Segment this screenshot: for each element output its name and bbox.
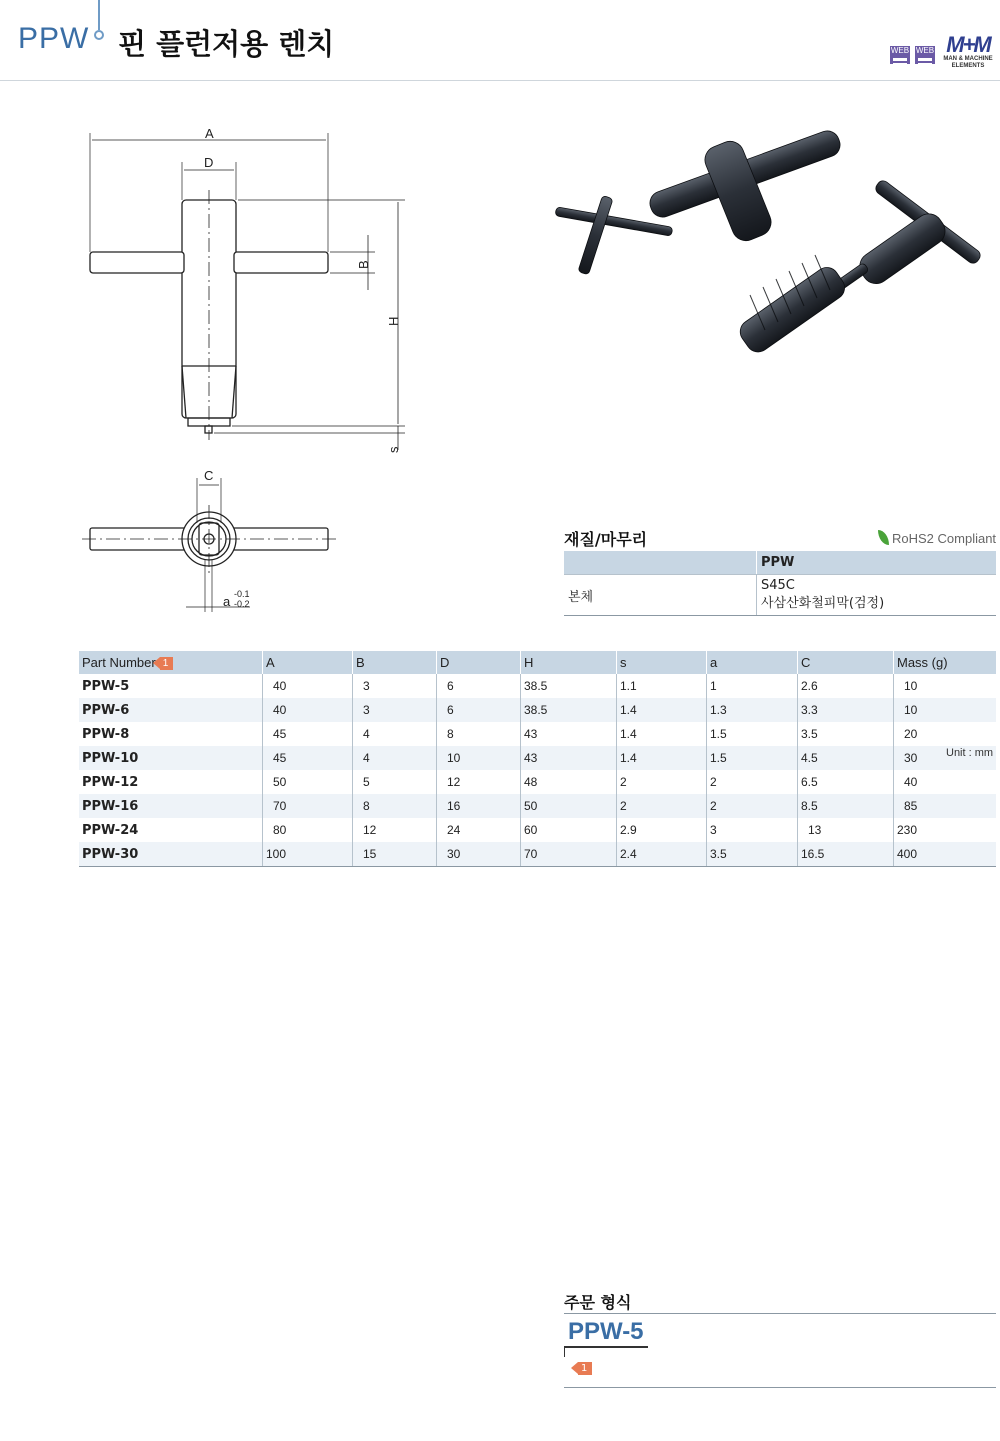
spec-cell: 100 xyxy=(263,842,353,867)
col-header: D xyxy=(437,651,521,674)
col-header: s xyxy=(617,651,707,674)
brand-logo: M+M MAN & MACHINE ELEMENTS xyxy=(943,32,993,69)
spec-cell: 3.3 xyxy=(798,698,894,722)
divider xyxy=(564,1313,996,1314)
material-section-title: 재질/마무리 xyxy=(564,530,648,549)
spec-cell: 8.5 xyxy=(798,794,894,818)
product-code: PPW xyxy=(18,22,90,55)
spec-cell: 3.5 xyxy=(798,722,894,746)
col-header: A xyxy=(263,651,353,674)
rohs-badge: RoHS2 Compliant xyxy=(878,530,996,546)
spec-cell: 2.6 xyxy=(798,674,894,698)
spec-cell: 2 xyxy=(707,794,798,818)
part-number-cell[interactable]: PPW-24 xyxy=(82,822,139,838)
spec-cell: 60 xyxy=(521,818,617,842)
spec-cell: 3 xyxy=(353,674,437,698)
spec-cell: 80 xyxy=(263,818,353,842)
tolerance-lower: -0.2 xyxy=(234,599,250,609)
spec-cell: 43 xyxy=(521,746,617,770)
spec-cell: 45 xyxy=(263,722,353,746)
spec-cell: 50 xyxy=(263,770,353,794)
col-header: B xyxy=(353,651,437,674)
spec-cell: 2 xyxy=(617,794,707,818)
spec-cell: 38.5 xyxy=(521,698,617,722)
spec-cell: 30 xyxy=(437,842,521,867)
spec-cell: 70 xyxy=(521,842,617,867)
spec-cell: 20 xyxy=(894,722,997,746)
spec-cell: 38.5 xyxy=(521,674,617,698)
spec-cell: 3 xyxy=(707,818,798,842)
header-marker-dot xyxy=(94,30,104,40)
web-badge-icon[interactable]: WEB xyxy=(915,46,935,64)
spec-cell: 16.5 xyxy=(798,842,894,867)
spec-cell: 16 xyxy=(437,794,521,818)
spec-cell: 8 xyxy=(353,794,437,818)
table-row xyxy=(79,842,996,867)
table-row xyxy=(79,746,996,770)
order-example-code: PPW-5 xyxy=(568,1318,644,1345)
spec-cell: 85 xyxy=(894,794,997,818)
col-header: Mass (g) xyxy=(894,651,997,674)
order-underline xyxy=(564,1346,648,1348)
dim-label-h: H xyxy=(386,316,401,326)
spec-cell: 50 xyxy=(521,794,617,818)
spec-cell: 1.5 xyxy=(707,746,798,770)
spec-cell: 48 xyxy=(521,770,617,794)
spec-cell: 45 xyxy=(263,746,353,770)
dim-label-c: C xyxy=(204,468,214,483)
spec-cell: 70 xyxy=(263,794,353,818)
order-pointer xyxy=(564,1347,565,1357)
part-number-cell[interactable]: PPW-30 xyxy=(79,842,263,867)
material-value: S45C xyxy=(761,578,795,593)
product-photo xyxy=(550,115,995,390)
flag-marker: 1 xyxy=(160,657,174,670)
part-number-cell[interactable]: PPW-8 xyxy=(82,726,130,742)
table-row xyxy=(79,794,996,818)
spec-cell: 4 xyxy=(353,722,437,746)
dim-label-a: A xyxy=(205,126,214,141)
spec-cell: 6 xyxy=(437,698,521,722)
spec-cell: 40 xyxy=(263,698,353,722)
technical-drawing xyxy=(0,100,540,620)
spec-cell: 400 xyxy=(894,842,997,867)
spec-cell: 5 xyxy=(353,770,437,794)
spec-cell: 1 xyxy=(707,674,798,698)
table-row xyxy=(79,674,996,698)
spec-cell: 230 xyxy=(894,818,997,842)
spec-cell: 30 xyxy=(894,746,997,770)
flag-marker: 1 xyxy=(578,1362,592,1375)
material-row-label: 본체 xyxy=(564,575,757,616)
part-number-cell[interactable]: PPW-12 xyxy=(82,774,139,790)
col-header: C xyxy=(798,651,894,674)
spec-cell: 2.4 xyxy=(617,842,707,867)
table-row xyxy=(79,770,996,794)
spec-cell: 12 xyxy=(437,770,521,794)
col-header: H xyxy=(521,651,617,674)
table-row xyxy=(79,722,996,746)
order-section-title: 주문 형식 xyxy=(564,1293,632,1312)
spec-cell: 6.5 xyxy=(798,770,894,794)
dim-label-a-small: a xyxy=(223,594,231,609)
spec-cell: 1.3 xyxy=(707,698,798,722)
spec-cell: 8 xyxy=(437,722,521,746)
finish-value: 사삼산화철피막(검정) xyxy=(761,596,885,611)
spec-cell: 10 xyxy=(894,698,997,722)
spec-cell: 15 xyxy=(353,842,437,867)
spec-cell: 2 xyxy=(707,770,798,794)
spec-cell: 13 xyxy=(798,818,894,842)
spec-cell: 1.1 xyxy=(617,674,707,698)
spec-cell: 1.4 xyxy=(617,746,707,770)
spec-cell: 40 xyxy=(263,674,353,698)
part-number-cell[interactable]: PPW-6 xyxy=(79,698,263,722)
tolerance-upper: -0.1 xyxy=(234,589,250,599)
unit-label: Unit : mm xyxy=(946,747,994,759)
header-divider xyxy=(0,80,1000,81)
page-title: 핀 플런저용 렌치 xyxy=(118,27,335,61)
col-header-part-number: Part Number 1 xyxy=(79,651,263,674)
spec-table xyxy=(79,651,996,867)
table-row xyxy=(79,698,996,722)
col-header: a xyxy=(707,651,798,674)
table-row xyxy=(79,818,996,842)
spec-cell: 2.9 xyxy=(617,818,707,842)
spec-cell: 1.4 xyxy=(617,698,707,722)
leaf-icon xyxy=(878,530,889,545)
spec-cell: 3 xyxy=(353,698,437,722)
spec-cell: 10 xyxy=(437,746,521,770)
dim-label-s: s xyxy=(386,446,401,453)
dim-label-b: B xyxy=(356,260,371,269)
spec-cell: 43 xyxy=(521,722,617,746)
material-table xyxy=(564,551,996,616)
spec-cell: 2 xyxy=(617,770,707,794)
header-marker-line xyxy=(98,0,100,30)
spec-cell: 1.4 xyxy=(617,722,707,746)
part-number-cell[interactable]: PPW-16 xyxy=(79,794,263,818)
divider xyxy=(564,1387,996,1388)
spec-cell: 12 xyxy=(353,818,437,842)
part-number-cell[interactable]: PPW-5 xyxy=(82,678,130,694)
dim-label-d: D xyxy=(204,155,214,170)
spec-cell: 1.5 xyxy=(707,722,798,746)
spec-cell: 3.5 xyxy=(707,842,798,867)
spec-cell: 40 xyxy=(894,770,997,794)
material-column-header: PPW xyxy=(757,551,997,575)
part-number-cell[interactable]: PPW-10 xyxy=(79,746,263,770)
web-badge-icon[interactable]: WEB xyxy=(890,46,910,64)
spec-cell: 4.5 xyxy=(798,746,894,770)
spec-cell: 10 xyxy=(894,674,997,698)
spec-cell: 4 xyxy=(353,746,437,770)
spec-cell: 24 xyxy=(437,818,521,842)
spec-cell: 6 xyxy=(437,674,521,698)
